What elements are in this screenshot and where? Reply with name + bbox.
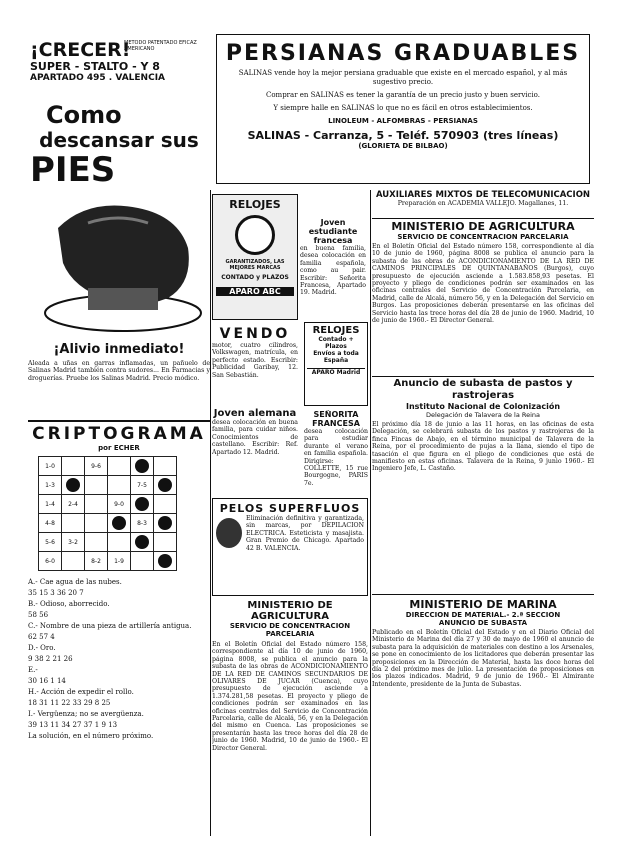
cripto-cell — [154, 533, 177, 552]
cripto-cell — [154, 495, 177, 514]
relojes-1-sub: GARANTIZADOS, LAS MEJORES MARCAS — [225, 259, 285, 271]
pastos-sub: Instituto Nacional de Colonización — [405, 402, 561, 411]
cripto-black-dot — [158, 478, 172, 492]
cripto-cell — [108, 476, 131, 495]
cripto-cell — [131, 457, 154, 476]
cripto-black-dot — [158, 554, 172, 568]
marina-sub-2: ANUNCIO DE SUBASTA — [438, 619, 528, 627]
cripto-cell: 1-3 — [39, 476, 62, 495]
cripto-cell: 1-0 — [39, 457, 62, 476]
senorita-body: desea colocación para estudiar durante el verano en familia española. Dirigirse: COLLETTE, 15 rue Bourgogne, PARIS 7e. — [304, 428, 368, 487]
cripto-author: por ECHER — [98, 444, 140, 452]
cripto-cell: 5-6 — [39, 533, 62, 552]
pies-title-1: Como — [46, 102, 122, 129]
cripto-cell — [85, 514, 108, 533]
relojes-2-l2: Envíos a toda España — [313, 350, 359, 364]
marina-title: MINISTERIO DE MARINA — [409, 598, 557, 611]
cripto-clue: 39 13 11 34 27 37 1 9 13 — [28, 721, 118, 729]
relojes-1-foot: APARO ABC — [216, 287, 294, 296]
relojes-2-l1: Contado + Plazos — [318, 336, 354, 350]
cripto-black-dot — [135, 535, 149, 549]
cripto-cell — [131, 552, 154, 571]
foot-illustration — [28, 188, 210, 338]
relojes-1-b1: CONTADO y PLAZOS — [221, 274, 289, 281]
persianas-ad — [216, 34, 590, 184]
cripto-clue: I.- Vergüenza; no se avergüenza. — [28, 710, 144, 718]
crecer-ad — [30, 40, 208, 96]
cripto-cell — [131, 495, 154, 514]
alemana-body: desea colocación en buena familia, para cuidar niños. Conocimientos de castellano. Escribir: Ref. Apartado 12. Madrid. — [212, 419, 298, 456]
relojes-2-foot: APARO Madrid — [307, 368, 365, 376]
cripto-clue: D.- Oro. — [28, 644, 56, 652]
cripto-clue: H.- Acción de expedir el rollo. — [28, 688, 134, 696]
cripto-cell — [154, 552, 177, 571]
pelos-body: Eliminación definitiva y garantizada, sin marcas, por DEPILACION ELECTRICA. Esteticista y masajista. Gran Premio de Chicago. Apartado 42 B. VALENCIA. — [246, 515, 364, 552]
cripto-cell: 3-2 — [62, 533, 85, 552]
cripto-cell: 8-3 — [131, 514, 154, 533]
persianas-p4: LINOLEUM - ALFOMBRAS - PERSIANAS — [328, 117, 478, 125]
auxiliares-body: Preparación en ACADEMIA VALLEJO. Magallanes, 11. — [397, 200, 569, 207]
cripto-clue: 58 56 — [28, 611, 49, 619]
marina-sub: DIRECCION DE MATERIAL.- 2.ª SECCION — [405, 611, 561, 619]
cripto-clue: 18 31 11 22 33 29 8 25 — [28, 699, 111, 707]
cripto-cell — [85, 495, 108, 514]
cripto-clues — [28, 577, 210, 742]
agricultura-2 — [212, 600, 368, 836]
persianas-title: PERSIANAS GRADUABLES — [225, 41, 581, 66]
criptograma — [28, 424, 210, 834]
cripto-black-dot — [135, 459, 149, 473]
cripto-cell: 2-4 — [62, 495, 85, 514]
cripto-clue: E.- — [28, 666, 38, 674]
watch-icon — [235, 215, 275, 255]
pies-title-2: descansar sus — [39, 128, 199, 152]
pies-ad — [28, 102, 210, 422]
joven-body: en buena familia, desea colocación en familia española, como au pair. Escribir: Señorita Francesa, Apartado 19. Madrid. — [300, 245, 366, 297]
agri1-body: En el Boletín Oficial del Estado número 158, correspondiente al día 10 de junio de 1960, página 8008 se publica el anuncio para la subasta de las obras de ACONDICIONAMIENTO DE LA RED DE CAMINOS PRINCIPALES DE QUINTANABAÑOS (Burgos), cuyo presupuesto de ejecución asciende a 1.583.858,93 pesetas. El proyecto y pliego de condiciones podrán ser examinados en las oficinas centrales del Servicio de Concentración Parcelaria, en Madrid, calle de Alcalá, número 56, y en la Delegación del Servicio en Burgos. Las proposiciones deberán presentarse en las oficinas del Servicio hasta las trece horas del día 28 de junio de 1960. Madrid, 10 de junio de 1960.- El Director General. — [372, 243, 594, 325]
cripto-cell: 1-9 — [108, 552, 131, 571]
crecer-title: ¡CRECER! — [30, 40, 131, 61]
agri2-body: En el Boletín Oficial del Estado número 158, correspondiente al día 10 de junio de 1960, página 8008, se publica el anuncio para la subasta de las obras de ACONDICIONAMIENTO DE LA RED DE CAMINOS SECUNDARIOS DE OLIVARES DE JUCAR (Cuenca), cuyo presupuesto de ejecución asciende a 1.374.281,58 pesetas. El proyecto y pliego de condiciones podrán ser examinados en las oficinas centrales del Servicio de Concentración Parcelaria, calle de Alcalá, 56, y en la Delegación del mismo en Cuenca. Las proposiciones se presentarán hasta las trece horas del día 28 de junio de 1960. Madrid, 10 de junio de 1960.- El Director General. — [212, 641, 368, 752]
relojes-ad-2 — [304, 322, 368, 406]
marina-ad — [372, 598, 594, 836]
agri1-sub: SERVICIO DE CONCENTRACION PARCELARIA — [397, 233, 569, 241]
cripto-clue: A.- Cae agua de las nubes. — [28, 578, 122, 586]
auxiliares-ad — [372, 190, 594, 218]
vendo-ad — [212, 326, 298, 406]
joven-title: Joven estudiante francesa — [308, 218, 358, 245]
vendo-title: VENDO — [219, 326, 291, 342]
joven-ad — [300, 218, 366, 318]
cripto-black-dot — [158, 516, 172, 530]
cripto-cell — [108, 533, 131, 552]
persianas-p1: SALINAS vende hoy la mejor persiana graduable que existe en el mercado español, y al más sugestivo precio. — [238, 69, 568, 86]
agricultura-1 — [372, 220, 594, 376]
cripto-cell: 9-0 — [108, 495, 131, 514]
agri1-title: MINISTERIO DE AGRICULTURA — [391, 220, 575, 233]
pastos-ad — [372, 378, 594, 594]
vendo-body: motor, cuatro cilindros, Volkswagen, matrícula, en perfecto estado. Escribir: Publicidad Garibay, 12. San Sebastián. — [212, 342, 298, 379]
pelos-title: PELOS SUPERFLUOS — [219, 502, 361, 515]
cripto-clue: B.- Odioso, aborrecido. — [28, 600, 110, 608]
cripto-cell — [154, 457, 177, 476]
cripto-black-dot — [135, 497, 149, 511]
persianas-p3: Y siempre halle en SALINAS lo que no es fácil en otros establecimientos. — [273, 104, 533, 112]
cripto-clue: 30 16 1 14 — [28, 677, 66, 685]
persianas-p2: Comprar en SALINAS es tener la garantía de un precio justo y buen servicio. — [265, 91, 540, 99]
cripto-clue: 35 15 3 36 20 7 — [28, 589, 84, 597]
cripto-cell — [154, 476, 177, 495]
cripto-cell — [85, 533, 108, 552]
pies-title-3: PIES — [30, 150, 116, 190]
cripto-cell — [62, 514, 85, 533]
pies-body: Aleada a uñas en garras inflamadas, un pañuelo de Salinas Madrid también contra sudores... En Farmacias y droguerías. Pruebe los Salinas Madrid. Precio módico. — [28, 360, 210, 382]
cripto-cell — [131, 533, 154, 552]
pastos-title: Anuncio de subasta de pastos y rastrojeras — [393, 378, 573, 401]
cripto-cell — [108, 457, 131, 476]
pelos-ad — [212, 498, 368, 596]
persianas-address-2: (GLORIETA DE BILBAO) — [358, 142, 448, 150]
cripto-cell: 8-2 — [85, 552, 108, 571]
cripto-clue: La solución, en el número próximo. — [28, 732, 154, 740]
cripto-cell — [108, 514, 131, 533]
relojes-ad-1 — [212, 194, 298, 320]
crecer-line2: SUPER - STALTO - Y 8 — [30, 60, 160, 73]
marina-body: Publicado en el Boletín Oficial del Estado y en el Diario Oficial del Ministerio de Marina del día 27 y 30 de mayo de 1960 el anuncio de subasta para la adquisición de materiales con destino a los Arsenales, se pone en conocimiento de los licitadores que deberán presentar las proposiciones en la Dirección de Material, hasta las doce horas del día 2 del próximo mes de julio. La presentación de proposiciones en los plazos indicados. Madrid, 9 de junio de 1960.- El Almirante Intendente, presidente de la Junta de Subastas. — [372, 629, 594, 688]
agri2-sub: SERVICIO DE CONCENTRACION PARCELARIA — [229, 622, 351, 638]
cripto-grid — [38, 456, 177, 571]
face-icon — [216, 518, 242, 548]
cripto-cell: 7-5 — [131, 476, 154, 495]
cripto-black-dot — [66, 478, 80, 492]
cripto-cell: 4-8 — [39, 514, 62, 533]
crecer-line3: APARTADO 495 . VALENCIA — [30, 73, 166, 83]
agri2-title: MINISTERIO DE AGRICULTURA — [247, 600, 333, 622]
cripto-cell — [154, 514, 177, 533]
relojes-1-title: RELOJES — [229, 198, 281, 211]
pastos-sub-2: Delegación de Talavera de la Reina — [425, 411, 541, 419]
pies-subtitle: ¡Alivio inmediato! — [53, 342, 185, 357]
cripto-black-dot — [112, 516, 126, 530]
cripto-cell — [85, 476, 108, 495]
relojes-2-title: RELOJES — [312, 325, 360, 336]
cripto-cell — [62, 476, 85, 495]
cripto-clue: 62 57 4 — [28, 633, 55, 641]
cripto-cell: 1-4 — [39, 495, 62, 514]
auxiliares-title: AUXILIARES MIXTOS DE TELECOMUNICACION — [375, 190, 591, 200]
senorita-title: SEÑORITA FRANCESA — [312, 410, 360, 428]
pastos-body: El próximo día 18 de junio a las 11 horas, en las oficinas de esta Delegación, se celebrará subasta de los pastos y rastrojeras de la finca Fincas de Abajo, en el término municipal de Talavera de la Reina, por el procedimiento de pujas a la llana, siendo el tipo de tasación el que figura en el pliego de condiciones que está de manifiesto en estas oficinas. Talavera de la Reina, 9 junio 1960.- El Ingeniero Jefe, L. Castaño. — [372, 421, 594, 473]
cripto-cell — [62, 552, 85, 571]
cripto-cell: 9-6 — [85, 457, 108, 476]
cripto-cell — [62, 457, 85, 476]
alemana-title: Joven alemana — [213, 408, 297, 419]
persianas-address: SALINAS - Carranza, 5 - Teléf. 570903 (tres líneas) — [247, 129, 559, 142]
cripto-clue: 9 38 2 21 26 — [28, 655, 73, 663]
cripto-clue: C.- Nombre de una pieza de artillería antigua. — [28, 622, 192, 630]
alemana-ad — [212, 408, 298, 496]
crecer-small: MÉTODO PATENTADO EFICAZ AMERICANO — [124, 40, 197, 52]
senorita-ad — [304, 410, 368, 496]
cripto-title: CRIPTOGRAMA — [32, 424, 206, 444]
cripto-cell: 6-0 — [39, 552, 62, 571]
